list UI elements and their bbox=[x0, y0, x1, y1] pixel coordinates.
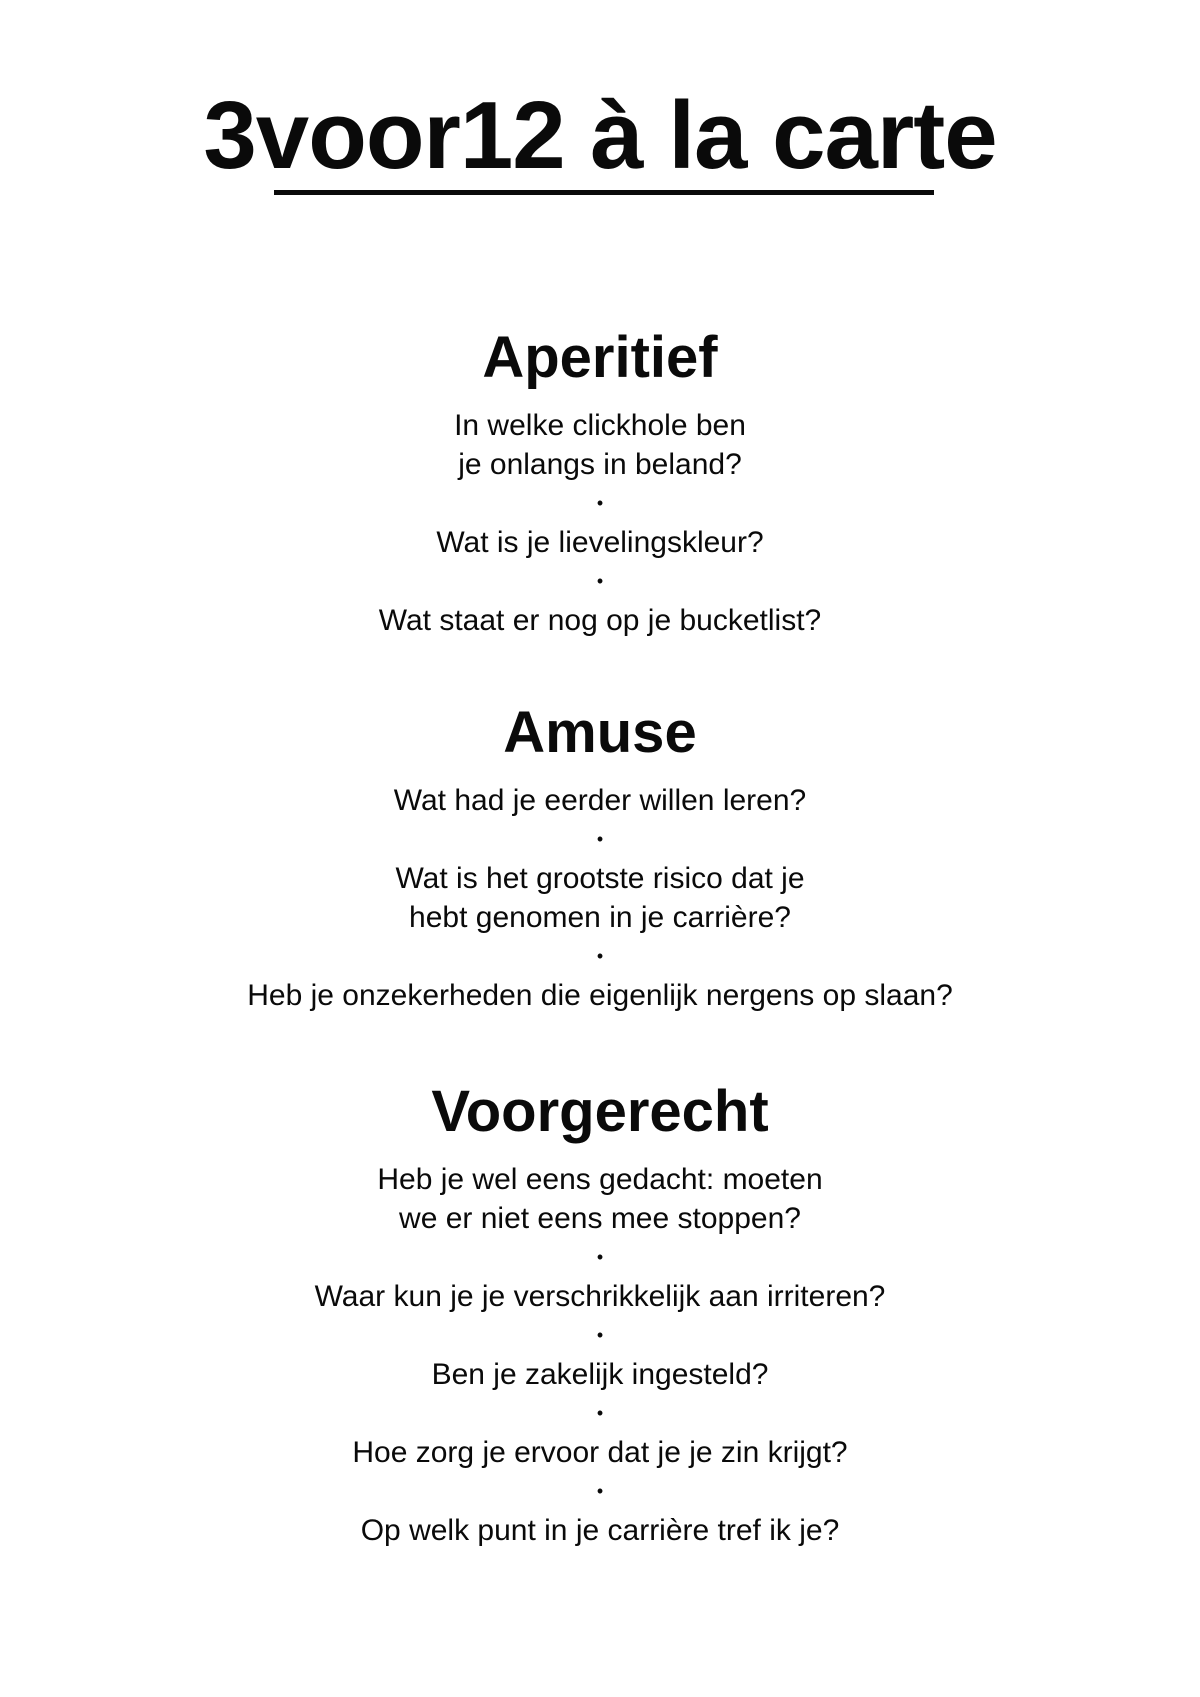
question-item: Ben je zakelijk ingesteld? bbox=[431, 1357, 769, 1391]
bullet-separator: • bbox=[596, 945, 604, 966]
page-title: 3voor12 à la carte bbox=[203, 82, 997, 189]
question-item: Heb je wel eens gedacht: moeten we er niet eens mee stoppen? bbox=[377, 1162, 823, 1235]
bullet-separator: • bbox=[596, 1480, 604, 1501]
bullet-separator: • bbox=[596, 492, 604, 513]
section-aperitief bbox=[0, 326, 1200, 640]
section-voorgerecht bbox=[0, 1080, 1200, 1550]
bullet-separator: • bbox=[596, 1246, 604, 1267]
question-item: Wat is je lievelingskleur? bbox=[436, 525, 764, 559]
question-item: Op welk punt in je carrière tref ik je? bbox=[360, 1513, 840, 1547]
bullet-separator: • bbox=[596, 828, 604, 849]
section-heading: Amuse bbox=[503, 700, 697, 765]
section-heading: Aperitief bbox=[482, 325, 718, 390]
title-block bbox=[0, 82, 1200, 189]
section-amuse bbox=[0, 701, 1200, 1015]
question-item: Waar kun je je verschrikkelijk aan irriteren? bbox=[314, 1279, 886, 1313]
bullet-separator: • bbox=[596, 1402, 604, 1423]
bullet-separator: • bbox=[596, 570, 604, 591]
question-item: Wat staat er nog op je bucketlist? bbox=[378, 603, 822, 637]
question-item: Hoe zorg je ervoor dat je je zin krijgt? bbox=[352, 1435, 848, 1469]
question-item: Heb je onzekerheden die eigenlijk nergens op slaan? bbox=[247, 978, 953, 1012]
bullet-separator: • bbox=[596, 1324, 604, 1345]
question-item: Wat had je eerder willen leren? bbox=[393, 783, 807, 817]
question-item: Wat is het grootste risico dat je hebt genomen in je carrière? bbox=[395, 861, 805, 934]
question-item: In welke clickhole ben je onlangs in beland? bbox=[454, 408, 746, 481]
title-underline bbox=[274, 190, 934, 195]
section-heading: Voorgerecht bbox=[431, 1079, 769, 1144]
